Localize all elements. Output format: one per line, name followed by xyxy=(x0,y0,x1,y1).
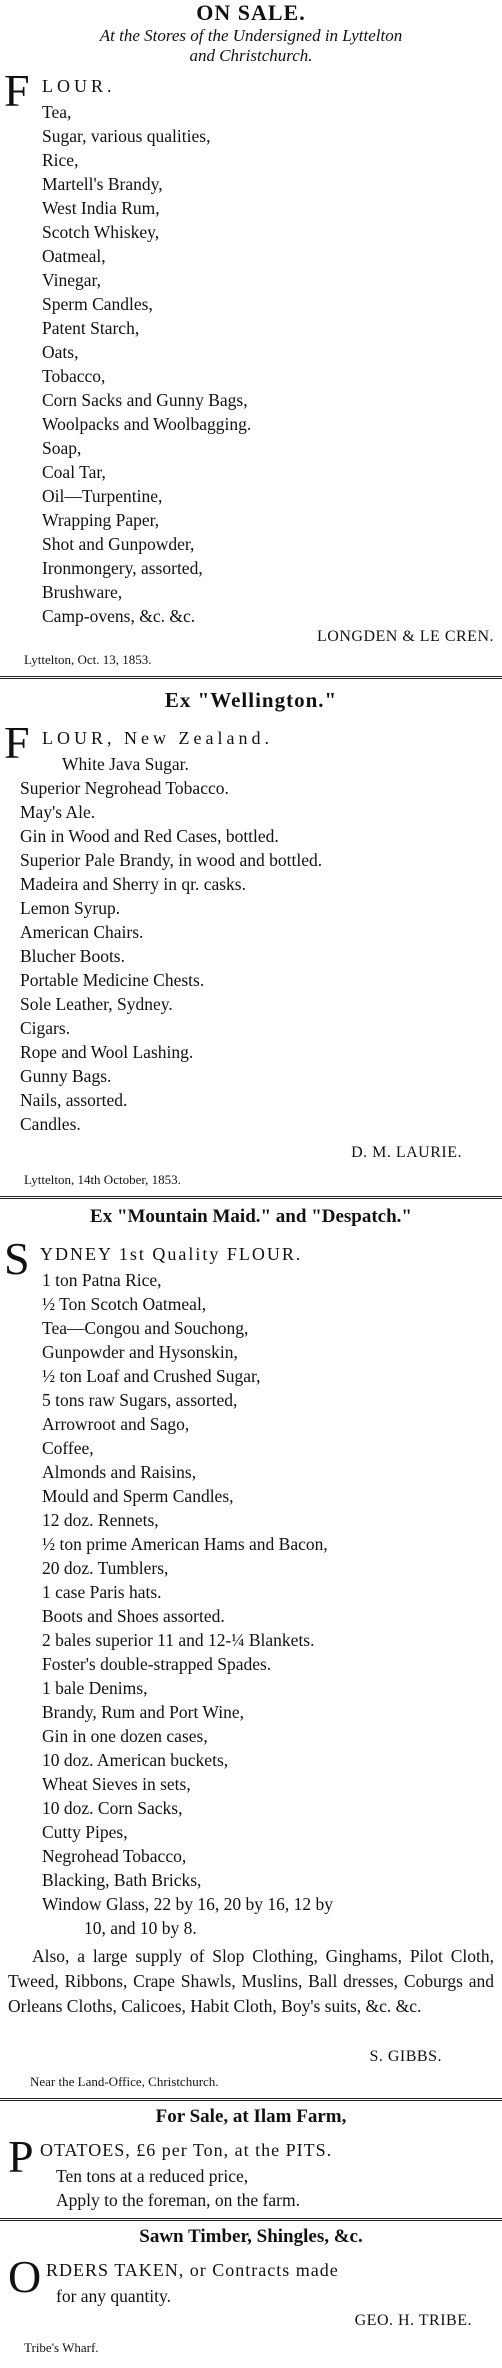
list-item: Almonds and Raisins, xyxy=(42,1462,197,1482)
ad2-title: Ex "Wellington." xyxy=(164,688,338,712)
list-item: Vinegar, xyxy=(42,270,101,290)
list-item: Tea—Congou and Souchong, xyxy=(42,1318,249,1338)
list-item: Blucher Boots. xyxy=(20,946,125,966)
list-item: Shot and Gunpowder, xyxy=(42,534,195,554)
divider xyxy=(0,1196,502,1199)
list-item: Brushware, xyxy=(42,582,123,602)
list-item: Rice, xyxy=(42,150,79,170)
list-item: 5 tons raw Sugars, assorted, xyxy=(42,1390,238,1410)
list-item: ½ ton prime American Hams and Bacon, xyxy=(42,1534,328,1554)
ad3-date: Near the Land-Office, Christchurch. xyxy=(30,2074,219,2089)
list-item: Nails, assorted. xyxy=(20,1090,128,1110)
ad5-title: Sawn Timber, Shingles, &c. xyxy=(139,2226,363,2247)
list-item: Ten tons at a reduced price, xyxy=(56,2166,249,2186)
list-item: ½ Ton Scotch Oatmeal, xyxy=(42,1294,207,1314)
list-item: Gin in Wood and Red Cases, bottled. xyxy=(20,826,279,846)
list-item: May's Ale. xyxy=(20,802,96,822)
list-item: American Chairs. xyxy=(20,922,144,942)
list-item: Negrohead Tobacco, xyxy=(42,1846,187,1866)
ad3-initial: S xyxy=(4,1233,30,1284)
list-item: West India Rum, xyxy=(42,198,160,218)
ad5-first-line: RDERS TAKEN, or Contracts made xyxy=(46,2260,339,2280)
list-item: Blacking, Bath Bricks, xyxy=(42,1870,202,1890)
list-item: Wheat Sieves in sets, xyxy=(42,1774,191,1794)
list-item: Apply to the foreman, on the farm. xyxy=(56,2190,300,2210)
list-item: Martell's Brandy, xyxy=(42,174,163,194)
list-item: 12 doz. Rennets, xyxy=(42,1510,159,1530)
ad2-first-line: LOUR, New Zealand. xyxy=(42,728,273,748)
list-item: Candles. xyxy=(20,1114,81,1134)
ad5-date: Tribe's Wharf. xyxy=(24,2340,99,2355)
list-item: Cigars. xyxy=(20,1018,71,1038)
list-item: Madeira and Sherry in qr. casks. xyxy=(20,874,246,894)
list-item: Window Glass, 22 by 16, 20 by 16, 12 by xyxy=(42,1894,333,1914)
list-item: Scotch Whiskey, xyxy=(42,222,160,242)
list-item: Brandy, Rum and Port Wine, xyxy=(42,1702,244,1722)
ad5-initial: O xyxy=(8,2251,42,2302)
divider xyxy=(0,676,502,679)
list-item: 10 doz. Corn Sacks, xyxy=(42,1798,183,1818)
list-item: Corn Sacks and Gunny Bags, xyxy=(42,390,248,410)
list-item: Superior Negrohead Tobacco. xyxy=(20,778,229,798)
list-item: ½ ton Loaf and Crushed Sugar, xyxy=(42,1366,261,1386)
list-item: Lemon Syrup. xyxy=(20,898,121,918)
ad2-date: Lyttelton, 14th October, 1853. xyxy=(24,1172,181,1187)
list-item: Sugar, various qualities, xyxy=(42,126,211,146)
list-item: Portable Medicine Chests. xyxy=(20,970,205,990)
ad1-signature: LONGDEN & LE CREN. xyxy=(317,628,494,645)
ad3-signature: S. GIBBS. xyxy=(369,2048,442,2065)
ad5-signature: GEO. H. TRIBE. xyxy=(354,2312,472,2329)
list-item: 20 doz. Tumblers, xyxy=(42,1558,169,1578)
ad5-line-2: for any quantity. xyxy=(56,2286,172,2306)
list-item: Gunny Bags. xyxy=(20,1066,112,1086)
ad3-title: Ex "Mountain Maid." and "Despatch." xyxy=(90,1206,412,1227)
list-item: Patent Starch, xyxy=(42,318,140,338)
ad1-subtitle-2: and Christchurch. xyxy=(189,46,313,65)
list-item: Cutty Pipes, xyxy=(42,1822,128,1842)
list-item: Soap, xyxy=(42,438,82,458)
list-item: 10 doz. American buckets, xyxy=(42,1750,229,1770)
ad1-title: ON SALE. xyxy=(196,0,306,25)
list-item: Coffee, xyxy=(42,1438,94,1458)
list-item: 2 bales superior 11 and 12-¼ Blankets. xyxy=(42,1630,315,1650)
list-item: Oil—Turpentine, xyxy=(42,486,163,506)
list-item: Oats, xyxy=(42,342,79,362)
list-item: Woolpacks and Woolbagging. xyxy=(42,414,252,434)
divider xyxy=(0,2098,502,2101)
list-item: Gunpowder and Hysonskin, xyxy=(42,1342,238,1362)
list-item: Camp-ovens, &c. &c. xyxy=(42,606,196,626)
list-item: Sperm Candles, xyxy=(42,294,153,314)
list-item: 1 ton Patna Rice, xyxy=(42,1270,162,1290)
list-item: Ironmongery, assorted, xyxy=(42,558,203,578)
ad1-date: Lyttelton, Oct. 13, 1853. xyxy=(24,652,152,667)
list-item: Wrapping Paper, xyxy=(42,510,160,530)
ad4-item-list xyxy=(56,2164,300,2212)
ad4-first-line: OTATOES, £6 per Ton, at the PITS. xyxy=(40,2140,333,2160)
list-item: Oatmeal, xyxy=(42,246,106,266)
ad3-paragraph: Also, a large supply of Slop Clothing, Ginghams, Pilot Cloth, Tweed, Ribbons, Crape Shawls, Muslins, Ball dresses, Coburgs and Orleans Cloths, Calicoes, Habit Cloth, Boy's suits, &c. &c. xyxy=(8,1946,494,2016)
list-item: Foster's double-strapped Spades. xyxy=(42,1654,272,1674)
ad3-first-line: YDNEY 1st Quality FLOUR. xyxy=(40,1244,303,1264)
ad1-item-list xyxy=(42,100,251,628)
ad3-item-list xyxy=(42,1268,333,1940)
ad2-initial: F xyxy=(4,717,30,768)
ad1-first-line: LOUR. xyxy=(42,76,116,96)
list-item: 10, and 10 by 8. xyxy=(84,1918,197,1938)
ad1-initial: F xyxy=(4,65,30,116)
list-item: White Java Sugar. xyxy=(62,754,189,774)
list-item: Boots and Shoes assorted. xyxy=(42,1606,225,1626)
list-item: Arrowroot and Sago, xyxy=(42,1414,190,1434)
divider xyxy=(0,2218,502,2221)
list-item: 1 case Paris hats. xyxy=(42,1582,162,1602)
list-item: 1 bale Denims, xyxy=(42,1678,148,1698)
ad4-initial: P xyxy=(8,2131,34,2182)
list-item: Coal Tar, xyxy=(42,462,106,482)
list-item: Tea, xyxy=(42,102,72,122)
ad4-title: For Sale, at Ilam Farm, xyxy=(155,2106,347,2127)
ad1-subtitle-1: At the Stores of the Undersigned in Lyttelton xyxy=(99,26,403,45)
list-item: Sole Leather, Sydney. xyxy=(20,994,173,1014)
ad2-item-list xyxy=(20,752,322,1136)
list-item: Tobacco, xyxy=(42,366,106,386)
list-item: Superior Pale Brandy, in wood and bottled. xyxy=(20,850,323,870)
list-item: Rope and Wool Lashing. xyxy=(20,1042,194,1062)
list-item: Gin in one dozen cases, xyxy=(42,1726,208,1746)
ad2-signature: D. M. LAURIE. xyxy=(351,1144,462,1161)
list-item: Mould and Sperm Candles, xyxy=(42,1486,234,1506)
